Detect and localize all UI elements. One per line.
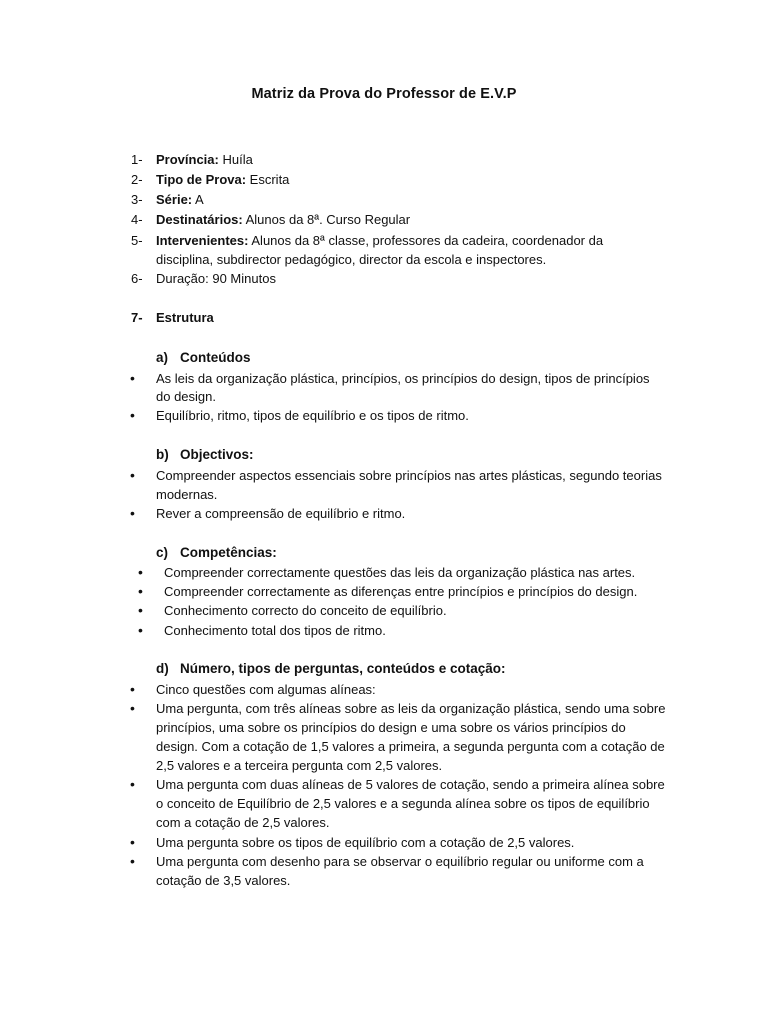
item-label: Intervenientes: bbox=[156, 233, 249, 248]
item-number: 7- bbox=[131, 310, 143, 325]
subsection-heading: Competências: bbox=[180, 545, 277, 560]
item-value: A bbox=[192, 192, 204, 207]
item-number: 5- bbox=[131, 233, 143, 248]
subsection-letter: a) bbox=[156, 350, 169, 365]
item-number: 1- bbox=[131, 152, 143, 167]
bullet-icon: • bbox=[130, 467, 135, 483]
subsection-heading: Objectivos: bbox=[180, 447, 254, 462]
bullet-icon: • bbox=[130, 407, 135, 423]
subsection-conteudos bbox=[156, 348, 251, 367]
subsection-perguntas bbox=[156, 659, 506, 678]
bullet-icon: • bbox=[138, 622, 143, 638]
document-title: Matriz da Prova do Professor de E.V.P bbox=[251, 86, 517, 102]
item-number: 4- bbox=[131, 212, 143, 227]
subsection-objectivos bbox=[156, 445, 254, 464]
bullet-icon: • bbox=[130, 834, 135, 850]
item-value: Duração: 90 Minutos bbox=[156, 271, 276, 286]
bullet-icon: • bbox=[130, 776, 135, 792]
subsection-competencias bbox=[156, 543, 277, 562]
item-value: Alunos da 8ª. Curso Regular bbox=[242, 212, 411, 227]
item-label: Tipo de Prova: bbox=[156, 172, 247, 187]
item-label: Destinatários: bbox=[156, 212, 243, 227]
item-value: Escrita bbox=[246, 172, 290, 187]
item-value: Alunos da 8ª classe, professores da cadeira, coordenador da bbox=[248, 233, 604, 248]
bullet-icon: • bbox=[130, 505, 135, 521]
subsection-letter: c) bbox=[156, 545, 169, 560]
subsection-letter: d) bbox=[156, 661, 169, 676]
item-number: 3- bbox=[131, 192, 143, 207]
subsection-heading: Número, tipos de perguntas, conteúdos e cotação: bbox=[180, 661, 506, 676]
item-number: 6- bbox=[131, 271, 143, 286]
item-label: Série: bbox=[156, 192, 193, 207]
bullet-icon: • bbox=[130, 681, 135, 697]
document-page: Matriz da Prova do Professor de E.V.P 1- Província: Huíla 2- Tipo de Prova: Escrita 3- Série: A 4- Destinatários: Alunos da 8ª. Curso Regular 5- Intervenientes: Alunos da 8ª classe, professores da cadeira, coordenador da disciplina, subdirector pedagógico, director da escola e inspectores. 6- Duração: 90 Minutos 7- Estrutura a) Conteúdos • As leis da organização plástica, princípios, os princípios do design, tipos de princípios do design. • Equilíbrio, ritmo, tipos de equilíbrio e os tipos de ritmo. b) Objectivos: • Compreender aspectos essenciais sobre princípios nas artes plásticas, segundo teorias modernas. • Rever a compreensão de equilíbrio e ritmo. c) Competências: • Compreender correctamente questões das leis da organização plástica nas artes. • Compreender correctamente as diferenças entre princípios e princípios do design. • Conhecimento correcto do conceito de equilíbrio. • Conhecimento total dos tipos de ritmo. d) Número, tipos de perguntas, conteúdos e cotação: • Cinco questões com algumas alíneas: • Uma pergunta, com três alíneas sobre as leis da organização plástica, sendo uma sobre princípios, uma sobre os princípios do design e uma sobre os vários princípios do design. Com a cotação de 1,5 valores a primeira, a segunda pergunta com a cotação de 2,5 valores e a terceira pergunta com 2,5 valores. • Uma pergunta com duas alíneas de 5 valores de cotação, sendo a primeira alínea sobre o conceito de Equilíbrio de 2,5 valores e a segunda alínea sobre os tipos de equilíbrio com a cotação de 2,5 valores. • Uma pergunta sobre os tipos de equilíbrio com a cotação de 2,5 valores. • Uma pergunta com desenho para se observar o equilíbrio regular ou uniforme com a cotação de 3,5 valores. bbox=[0, 0, 768, 1024]
subsection-letter: b) bbox=[156, 447, 169, 462]
bullet-icon: • bbox=[138, 602, 143, 618]
section-label: Estrutura bbox=[156, 310, 214, 325]
item-label: Província: bbox=[156, 152, 219, 167]
bullet-icon: • bbox=[138, 583, 143, 599]
bullet-icon: • bbox=[130, 853, 135, 869]
item-value: Huíla bbox=[218, 152, 253, 167]
subsection-heading: Conteúdos bbox=[180, 350, 251, 365]
item-number: 2- bbox=[131, 172, 143, 187]
bullet-icon: • bbox=[130, 700, 135, 716]
bullet-icon: • bbox=[138, 564, 143, 580]
bullet-icon: • bbox=[130, 370, 135, 386]
